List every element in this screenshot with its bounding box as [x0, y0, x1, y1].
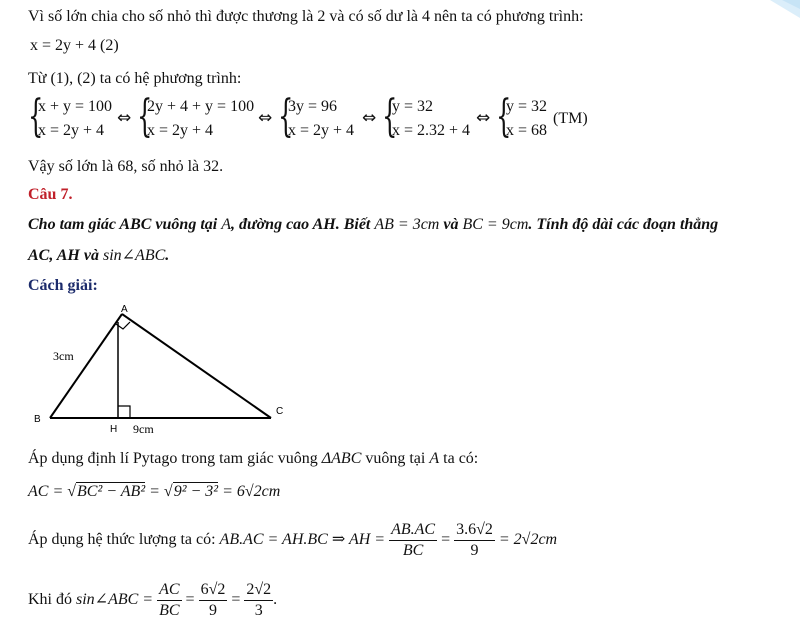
- label-a: A: [121, 304, 128, 315]
- question-line-2: [28, 245, 169, 265]
- sin-text: Khi đó: [28, 591, 76, 608]
- equivalence-arrow-3: ⇔: [362, 108, 377, 128]
- triangle-figure: [28, 300, 298, 440]
- ac-root-1: BC² − AB²: [77, 483, 146, 500]
- sin-fraction-3: $\frac{2√2}{3}$: [246, 580, 272, 619]
- question-and: và: [439, 216, 463, 233]
- label-bc-length: 9cm: [133, 422, 154, 436]
- ac-eq: =: [145, 483, 164, 500]
- tm-label: (TM): [553, 110, 588, 127]
- system-2-row-1: 2y + 4 + y = 100: [147, 98, 255, 115]
- question-text-1: Cho tam giác ABC vuông tại: [28, 216, 222, 233]
- label-ab-length: 3cm: [53, 349, 74, 363]
- pytago-line: [28, 450, 478, 468]
- system-4-row-2: x = 2.32 + 4: [392, 122, 471, 139]
- question-vertex-a: A: [221, 216, 231, 233]
- pytago-text: Áp dụng định lí Pytago trong tam giác vuông: [28, 450, 322, 467]
- question-bc: BC = 9cm: [462, 216, 529, 233]
- system-4-row-1: y = 32: [392, 98, 434, 115]
- corner-watermark: [760, 0, 800, 24]
- sin-expr: sin∠ABC =: [76, 591, 158, 608]
- line-1: Vì số lớn chia cho số nhỏ thì được thương là 2 và có số dư là 4 nên ta có phương trình:: [28, 8, 584, 25]
- sin-dot: .: [273, 591, 278, 608]
- system-3-row-2: x = 2y + 4: [288, 122, 355, 139]
- label-b: B: [34, 414, 41, 425]
- pytago-vertex: A: [429, 450, 440, 467]
- side-ac: [122, 314, 271, 418]
- ac-formula: AC = √BC² − AB² = √9² − 3² = 6√2cm: [28, 483, 281, 500]
- solution-title: Cách giải:: [28, 277, 98, 294]
- system-3-row-1: 3y = 96: [288, 98, 338, 115]
- brace-3: {: [278, 91, 294, 142]
- hethuc-text: Áp dụng hệ thức lượng ta có:: [28, 531, 220, 548]
- side-ab: [50, 314, 122, 418]
- system-1-row-1: x + y = 100: [38, 98, 113, 115]
- ac-root-2: 9² − 3²: [173, 483, 219, 500]
- question-sin: sin∠ABC: [102, 247, 166, 264]
- hethuc-result: = 2√2cm: [494, 531, 558, 548]
- equation-2: x = 2y + 4 (2): [30, 37, 119, 54]
- system-1-row-2: x = 2y + 4: [38, 122, 105, 139]
- equivalence-arrow-4: ⇔: [476, 108, 491, 128]
- hethuc-eq: =: [437, 531, 455, 548]
- question-text-4: AC, AH và: [28, 247, 103, 264]
- equivalence-arrow-2: ⇔: [258, 108, 273, 128]
- question-line-1: [28, 216, 718, 234]
- pytago-text-3: ta có:: [439, 450, 479, 467]
- hethuc-fraction-1: $\frac{AB.AC}{BC}$: [391, 520, 436, 559]
- question-title: Câu 7.: [28, 186, 73, 203]
- brace-5: {: [496, 91, 512, 142]
- hethuc-expr: AB.AC = AH.BC ⇒ AH =: [219, 531, 390, 548]
- question-text-2: , đường cao AH. Biết: [231, 216, 375, 233]
- system-5-row-1: y = 32: [506, 98, 548, 115]
- hethuc-fraction-2: $\frac{3.6√2}{9}$: [456, 520, 493, 559]
- system-2-row-2: x = 2y + 4: [147, 122, 214, 139]
- question-text-3: . Tính độ dài các đoạn thẳng: [528, 216, 719, 233]
- system-5-row-2: x = 68: [506, 122, 548, 139]
- right-angle-h: [118, 406, 130, 418]
- question-dot: .: [165, 247, 170, 264]
- sin-eq-2: =: [227, 591, 245, 608]
- pytago-text-2: vuông tại: [361, 450, 430, 467]
- brace-4: {: [382, 91, 398, 142]
- sin-line: [28, 578, 277, 622]
- brace-1: {: [28, 91, 44, 142]
- sin-fraction-2: $\frac{6√2}{9}$: [200, 580, 226, 619]
- sin-eq-1: =: [181, 591, 199, 608]
- line-3: Từ (1), (2) ta có hệ phương trình:: [28, 70, 242, 87]
- brace-2: {: [137, 91, 153, 142]
- question-ab: AB = 3cm: [374, 216, 440, 233]
- label-h: H: [110, 424, 118, 435]
- ac-result: = 6√2cm: [218, 483, 281, 500]
- conclusion: Vậy số lớn là 68, số nhỏ là 32.: [28, 158, 224, 175]
- equivalence-arrow-1: ⇔: [117, 108, 132, 128]
- ac-lhs: AC =: [28, 483, 68, 500]
- hethuc-line: [28, 518, 557, 562]
- sin-fraction-1: $\frac{AC}{BC}$: [159, 580, 180, 619]
- label-c: C: [276, 406, 284, 417]
- pytago-triangle: ΔABC: [321, 450, 362, 467]
